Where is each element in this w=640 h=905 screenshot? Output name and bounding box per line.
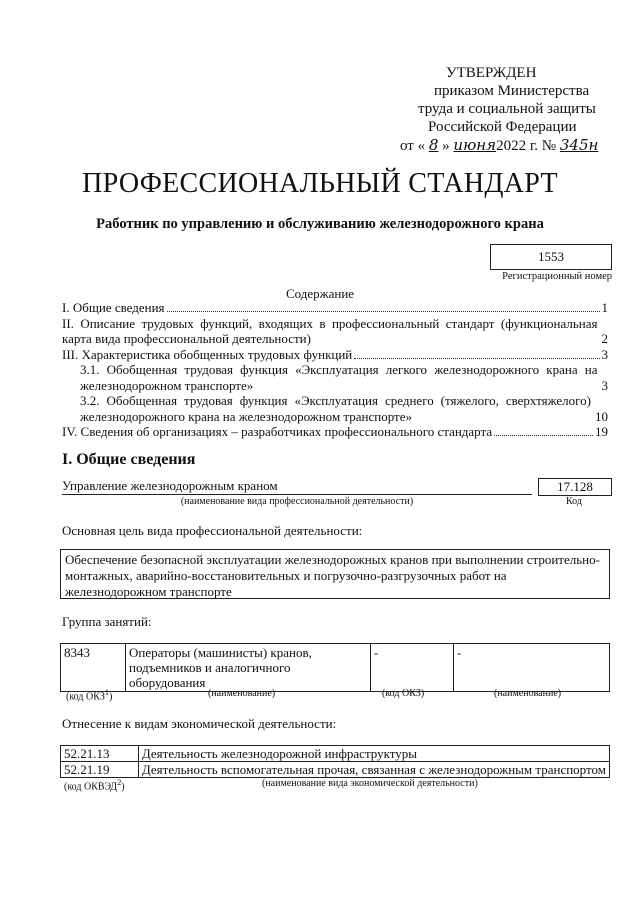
toc-item-label: 3.2. Обобщенная трудовая функция «Эксплуатация среднего (тяжелого, сверхтяжелого) железнодорожного крана на железнодорожном транспорте» [80, 393, 591, 424]
activity-code-box: 17.128 [538, 478, 612, 496]
document-subtitle: Работник по управлению и обслуживанию железнодорожного крана [96, 216, 544, 232]
toc-item[interactable] [62, 393, 608, 424]
table-of-contents [62, 300, 608, 440]
handwritten-month: июня [453, 136, 497, 154]
table-row [61, 644, 610, 692]
date-prefix: от « [400, 138, 426, 154]
table-cell: Деятельность железнодорожной инфраструктуры [138, 746, 609, 762]
table-cell: 52.21.13 [61, 746, 139, 762]
table-cell: - [371, 644, 454, 692]
toc-item-label: I. Общие сведения [62, 300, 165, 315]
activity-caption: (наименование вида профессиональной деятельности) [180, 496, 414, 507]
toc-page: 2 [601, 331, 608, 346]
toc-item[interactable] [62, 347, 608, 363]
caption-text: ) [109, 691, 113, 703]
handwritten-order-number: 345н [559, 136, 599, 154]
registration-label: Регистрационный номер [502, 271, 612, 282]
caption-text: ) [121, 781, 125, 793]
toc-item[interactable] [62, 362, 608, 393]
caption-text: (код ОКЗ [66, 691, 105, 703]
toc-page: 1 [601, 300, 608, 315]
table-cell: Деятельность вспомогательная прочая, связанная с железнодорожным транспортом [138, 762, 609, 778]
toc-item[interactable] [62, 316, 608, 347]
dot-leader [354, 358, 599, 359]
occupation-group-table [60, 643, 610, 692]
footnote-mark: 2 [117, 778, 122, 787]
table-caption: (наименование) [208, 688, 276, 699]
approval-date [400, 136, 598, 155]
table-caption: (наименование) [494, 688, 562, 699]
approval-line: труда и социальной защиты [418, 101, 596, 117]
footnote-mark: 1 [104, 688, 110, 697]
table-caption: (наименование вида экономической деятельности) [262, 778, 478, 789]
goal-label: Основная цель вида профессиональной деятельности: [62, 523, 363, 538]
table-row [61, 746, 610, 762]
table-caption [64, 778, 125, 792]
table-cell: 52.21.19 [61, 762, 139, 778]
document-title: ПРОФЕССИОНАЛЬНЫЙ СТАНДАРТ [82, 168, 558, 199]
section-heading: I. Общие сведения [62, 451, 196, 468]
dot-leader [167, 311, 600, 312]
caption-text: (код ОКВЭД [64, 781, 118, 793]
group-label: Группа занятий: [62, 614, 152, 629]
approval-line: приказом Министерства [434, 83, 590, 99]
activity-name: Управление железнодорожным краном [62, 478, 532, 495]
table-cell: Операторы (машинисты) кранов, подъемников и аналогичного оборудования [126, 644, 371, 692]
approval-line: Российской Федерации [428, 119, 577, 135]
toc-item-label: III. Характеристика обобщенных трудовых функций [62, 346, 353, 362]
table-cell: 8343 [61, 644, 126, 692]
goal-box: Обеспечение безопасной эксплуатации железнодорожных кранов при выполнении строительно-монтажных, аварийно-восстановительных и погрузочно-разгрузочных работ на железнодорожном транспорте [60, 549, 610, 599]
toc-item[interactable] [62, 300, 608, 316]
dot-leader [494, 435, 593, 436]
code-caption: Код [566, 496, 582, 507]
date-mid: » [442, 138, 450, 154]
handwritten-day: 8 [428, 136, 439, 154]
okved-table [60, 745, 610, 778]
toc-item-label: IV. Сведения об организациях – разработчиках профессионального стандарта [62, 424, 493, 439]
toc-page: 3 [601, 346, 608, 362]
table-caption [66, 688, 112, 702]
date-year: 2022 г. № [496, 138, 557, 154]
toc-item-label: 3.1. Обобщенная трудовая функция «Эксплуатация легкого железнодорожного крана на железнодорожном транспорте» [80, 362, 598, 393]
approval-title: УТВЕРЖДЕН [446, 65, 537, 81]
toc-item[interactable] [62, 424, 608, 440]
table-cell: - [454, 644, 610, 692]
okved-label: Отнесение к видам экономической деятельности: [62, 716, 337, 731]
toc-page: 10 [595, 408, 608, 424]
toc-page: 19 [595, 424, 608, 439]
toc-page: 3 [601, 377, 608, 393]
table-caption: (код ОКЗ) [382, 688, 425, 699]
registration-number-box: 1553 [490, 244, 612, 270]
table-row [61, 762, 610, 778]
toc-title: Содержание [285, 286, 355, 301]
toc-item-label: II. Описание трудовых функций, входящих в профессиональный стандарт (функциональная карта вида профессиональной деятельности) [62, 315, 598, 346]
